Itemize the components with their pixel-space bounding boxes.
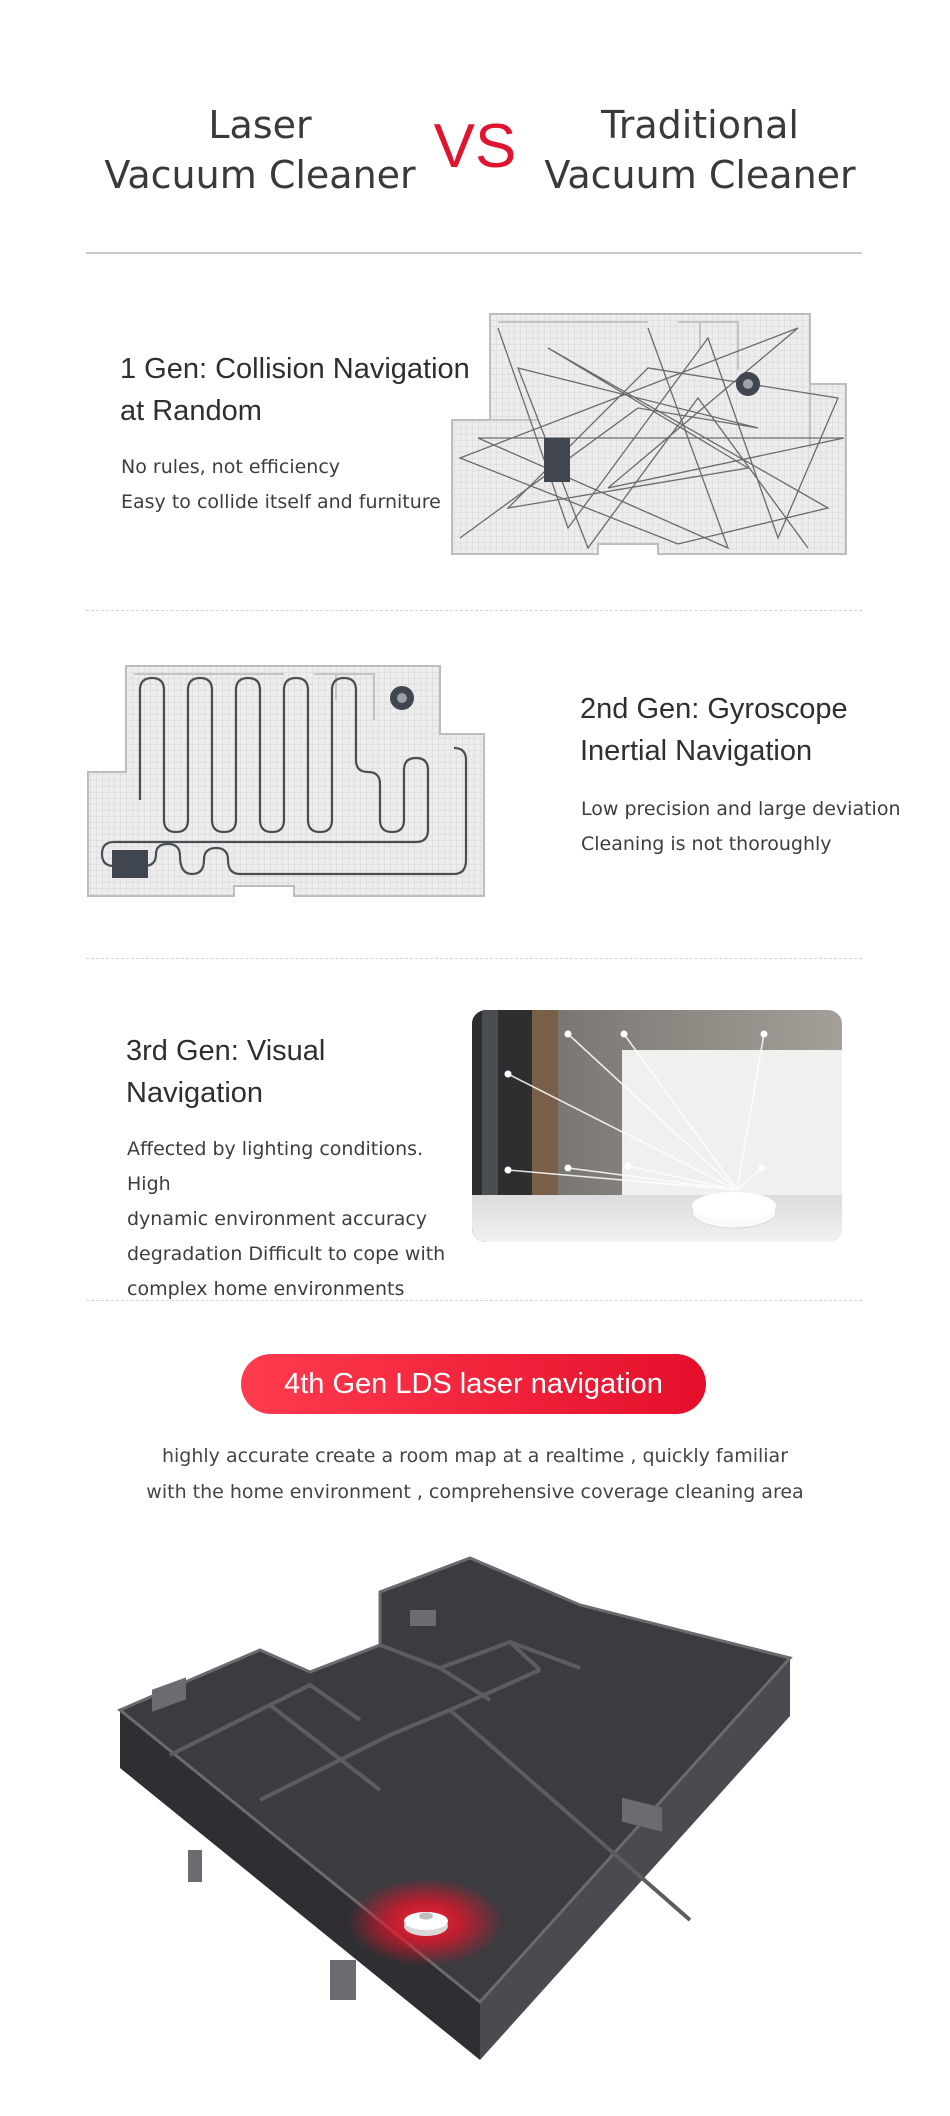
laser-vacuum-heading: [90, 100, 430, 200]
lds-description: [100, 1438, 850, 1510]
gen3-description: [127, 1132, 472, 1307]
gen3-title: [126, 1030, 466, 1114]
laser-heading-line1: Laser: [208, 103, 312, 147]
traditional-heading-line2: Vacuum Cleaner: [544, 153, 856, 197]
gen3-title-line2: Navigation: [126, 1077, 264, 1109]
gen3-title-line1: 3rd Gen: Visual: [126, 1035, 326, 1067]
3d-house-map: [110, 1550, 800, 2110]
lds-navigation-badge: 4th Gen LDS laser navigation: [241, 1354, 706, 1414]
traditional-vacuum-heading: [520, 100, 880, 200]
section3-divider: [86, 1300, 862, 1301]
vs-label: VS: [433, 112, 517, 181]
gen1-desc-line2: Easy to collide itself and furniture: [121, 491, 441, 513]
gen3-desc-line4: complex home environments: [127, 1278, 405, 1300]
gen2-desc-line2: Cleaning is not thoroughly: [581, 833, 832, 855]
gen1-desc-line1: No rules, not efficiency: [121, 456, 341, 478]
lds-desc-line2: with the home environment , comprehensive coverage cleaning area: [146, 1481, 804, 1503]
random-navigation-map: [448, 308, 854, 560]
header-divider: [86, 252, 862, 254]
traditional-heading-line1: Traditional: [601, 103, 799, 147]
gen2-desc-line1: Low precision and large deviation: [581, 798, 901, 820]
visual-navigation-photo: [472, 1010, 842, 1242]
gen1-title-line1: 1 Gen: Collision Navigation: [120, 353, 470, 385]
gen3-desc-line3: degradation Difficult to cope with: [127, 1243, 446, 1265]
gen3-desc-line1: Affected by lighting conditions. High: [127, 1138, 424, 1195]
section1-divider: [86, 610, 862, 611]
gen2-title-line2: Inertial Navigation: [580, 735, 813, 767]
gen1-title-line2: at Random: [120, 395, 262, 427]
gen2-title-line1: 2nd Gen: Gyroscope: [580, 693, 848, 725]
section2-divider: [86, 958, 862, 959]
gyroscope-navigation-map: [84, 660, 490, 904]
gen3-desc-line2: dynamic environment accuracy: [127, 1208, 428, 1230]
lds-desc-line1: highly accurate create a room map at a realtime , quickly familiar: [161, 1445, 789, 1467]
laser-heading-line2: Vacuum Cleaner: [104, 153, 416, 197]
gen1-title: [120, 348, 500, 432]
gen2-title: [580, 688, 910, 772]
gen1-description: [121, 450, 481, 520]
gen2-description: [581, 792, 921, 862]
